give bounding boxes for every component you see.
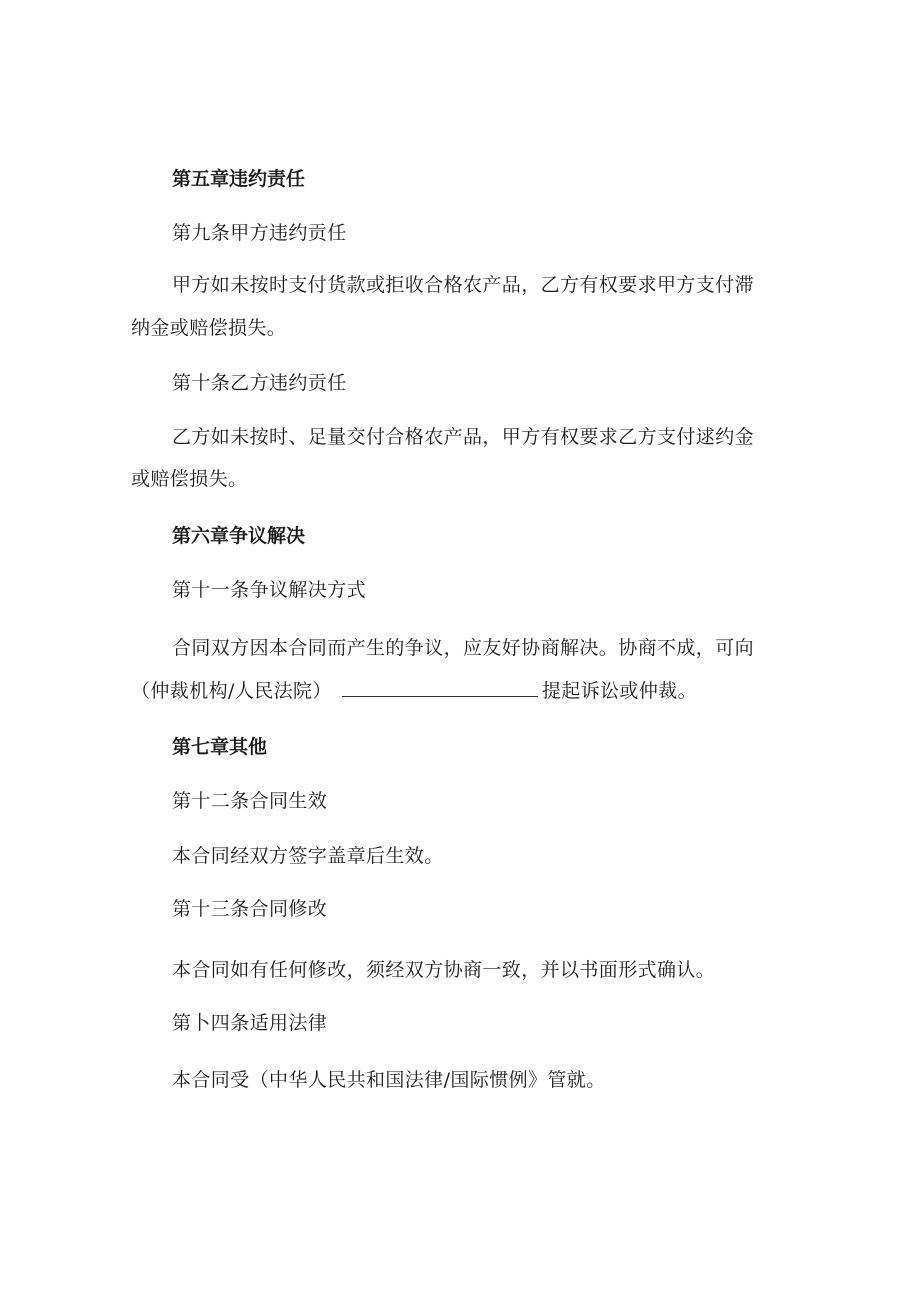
- article-10-paragraph-line-2: 或赔偿损失。: [131, 468, 248, 490]
- article-13-paragraph: 本合同如有任何修改，须经双方协商一致，并以书面形式确认。: [172, 959, 716, 981]
- article-11-paragraph-line-2: [131, 678, 697, 703]
- article-10-paragraph-line-1: 乙方如未按时、足量交付合格农产品，甲方有权要求乙方支付逑约金: [172, 426, 755, 448]
- article-10-heading: 第十条乙方违约贡任: [172, 372, 347, 394]
- article-14-heading: 第卜四条适用法律: [172, 1012, 328, 1034]
- article-11-paragraph-line-1: 合同双方因本合同而产生的争议，应友好协商解决。协商不成，可向: [172, 637, 755, 659]
- article-9-paragraph-line-2: 纳金或赔偿损失。: [131, 317, 287, 339]
- article-11-options-text: （仲裁机构/人民法院）: [131, 680, 332, 702]
- article-11-heading: 第十一条争议解决方式: [172, 579, 367, 601]
- article-13-heading: 第十三条合同修改: [172, 898, 328, 920]
- article-11-closing-text: 提起诉讼或仲裁。: [541, 680, 698, 702]
- chapter-7-heading: 第七章其他: [172, 736, 268, 758]
- fill-in-blank: [342, 678, 538, 697]
- article-9-heading: 第九条甲方违约贡任: [172, 222, 347, 244]
- chapter-6-heading: 第六章争议解决: [172, 525, 306, 547]
- article-9-paragraph-line-1: 甲方如未按时支付货款或拒收合格农产品，乙方有权要求甲方支付滞: [172, 274, 755, 296]
- article-14-paragraph: 本合同受（中华人民共和国法律/国际惯例》管就。: [172, 1069, 606, 1091]
- article-12-heading: 第十二条合同生效: [172, 790, 328, 812]
- chapter-5-heading: 第五章违约责任: [172, 168, 306, 190]
- article-12-paragraph: 本合同经双方签字盖章后生效。: [172, 845, 444, 867]
